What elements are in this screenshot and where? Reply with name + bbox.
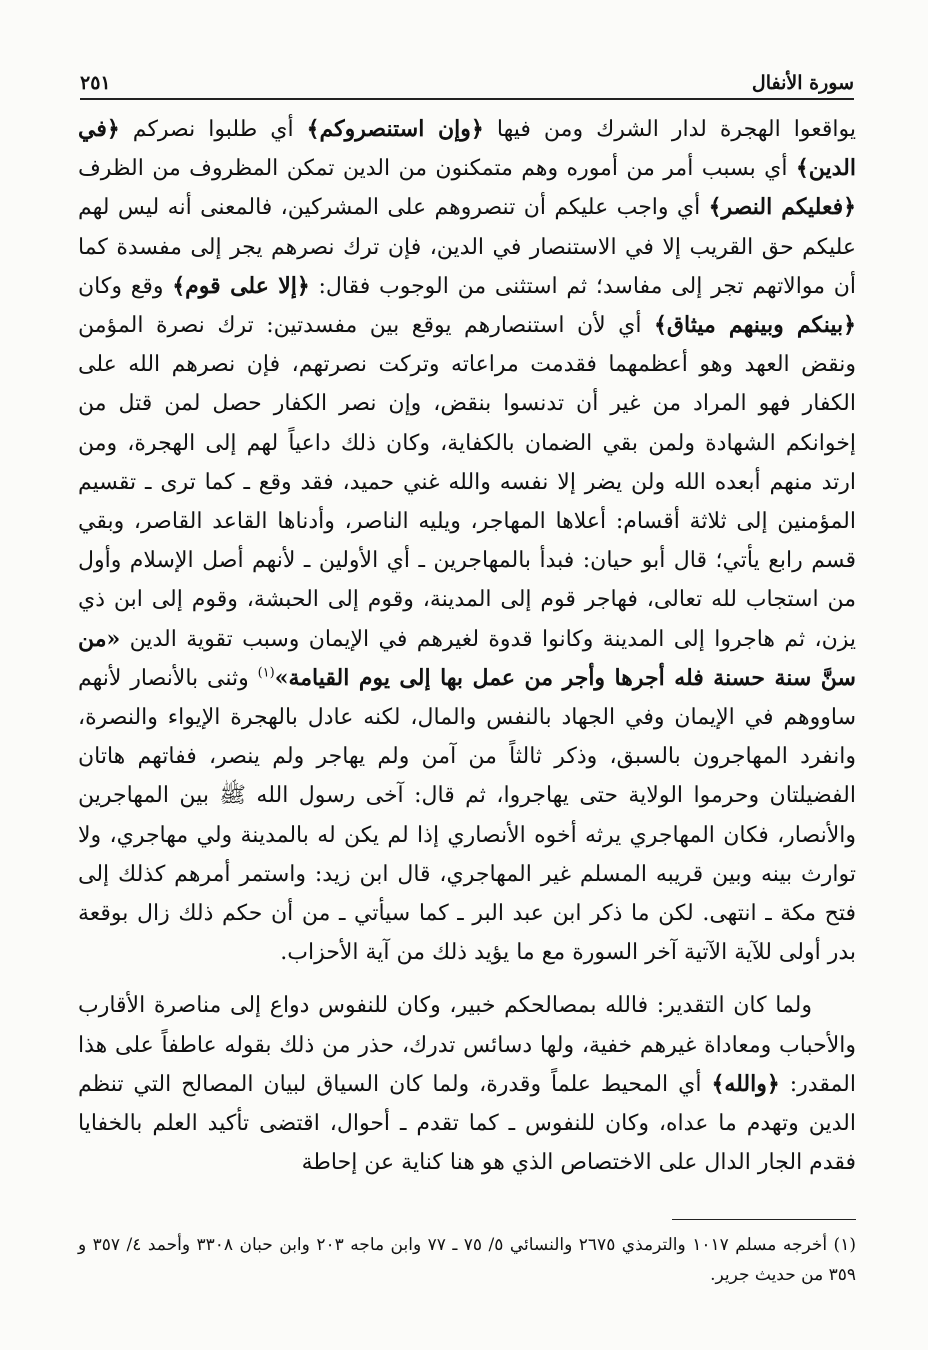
text-segment: وقع وكان: [78, 273, 173, 299]
text-segment: يواقعوا الهجرة لدار الشرك ومن فيها: [483, 117, 856, 142]
footnote-text: (١) أخرجه مسلم ١٠١٧ والترمذي ٢٦٧٥ والنسائي ٥/ ٧٥ ـ ٧٧ وابن ماجه ٢٠٣ وابن حبان ٣٣٠٨ وأحمد ٤/ ٣٥٧ و ٣٥٩ من حديث جرير.: [78, 1235, 856, 1285]
paragraph-2: [78, 986, 856, 1182]
quran-quote: ﴿فعليكم النصر﴾: [708, 194, 856, 221]
header-rule: [80, 98, 854, 100]
paragraph-1: [78, 110, 856, 972]
quran-quote: ﴿والله﴾: [711, 1070, 780, 1097]
surah-title: سورة الأنفال: [751, 72, 854, 94]
quran-quote: ﴿إلا على قوم﴾: [172, 272, 310, 299]
footnote-rule: [672, 1219, 856, 1220]
page-header: [80, 58, 854, 94]
text-segment: ولما كان التقدير: فالله بمصالحكم خبير، وكان للنفوس دواع إلى مناصرة الأقارب والأحباب ومعاداة غيرهم خفية، ولها دسائس تدرك، حذر من ذلك بقوله عاطفاً على هذا المقدر:: [78, 993, 856, 1097]
footnote: [78, 1230, 856, 1290]
footnote-reference[interactable]: (١): [257, 665, 275, 681]
text-segment: أي واجب عليكم أن تنصروهم على المشركين، فالمعنى أنه ليس لهم عليكم حق القريب إلا في الاستنصار في الدين، فإن ترك نصرهم يجر إلى مفسدة كما أن موالاتهم تجر إلى مفاسد؛ ثم استثنى من الوجوب فقال:: [78, 195, 857, 299]
text-segment: وثنى بالأنصار لأنهم ساووهم في الإيمان وفي الجهاد بالنفس والمال، لكنه عادل بالهجرة الإيواء والنصرة، وانفرد المهاجرون بالسبق، وذكر ثالثاً من آمن ولم يهاجر ولم ينصر، ففاتهم هاتان الفضيلتان وحرموا الولاية حتى يهاجروا، ثم قال: آخى رسول الله ﷺ بين المهاجرين والأنصار، فكان المهاجري يرثه أخوه الأنصاري إذا لم يكن له بالمدينة ولي مهاجري، ولا توارث بينه وبين قريبه المسلم غير المهاجري، قال ابن زيد: واستمر أمرهم كذلك إلى فتح مكة ـ انتهى. لكن ما ذكر ابن عبد البر ـ كما سيأتي ـ من أن حكم ذلك زال بوقعة بدر أولى للآية الآتية آخر السورة مع ما يؤيد ذلك من آية الأحزاب.: [78, 665, 856, 966]
quran-quote: ﴿وإن استنصروكم﴾: [306, 116, 484, 142]
main-text: [78, 110, 856, 1182]
text-segment: أي لأن استنصارهم يوقع بين مفسدتين: ترك نصرة المؤمن ونقض العهد وهو أعظمهما فقدمت مراعاته وتركت نصرتهم، فإن نصرهم الله على الكفار فهو المراد من غير أن تدنسوا بنقض، وإن نصر الكفار حصل لمن قتل من إخوانكم الشهادة ولمن بقي الضمان بالكفاية، وكان ذلك داعياً لهم إلى الهجرة، ومن ارتد منهم أبعده الله ولن يضر إلا نفسه والله غني حميد، فقد وقع ـ كما ترى ـ تقسيم المؤمنين إلى ثلاثة أقسام: أعلاها المهاجر، ويليه الناصر، وأدناها القاعد القاصر، وبقي قسم رابع يأتي؛ قال أبو حيان: فبدأ بالمهاجرين ـ أي الأولين ـ لأنهم أصل الإسلام وأول من استجاب لله تعالى، فهاجر قوم إلى المدينة، وقوم إلى الحبشة، وقوم إلى ابن ذي يزن، ثم هاجروا إلى المدينة وكانوا قدوة لغيرهم في الإيمان وسبب تقوية الدين: [78, 313, 856, 652]
quran-quote: ﴿بينكم وبينهم ميثاق﴾: [654, 312, 856, 339]
page-number: ٢٥١: [80, 72, 111, 94]
quran-quote: ﴿في الدين﴾: [78, 116, 856, 182]
text-segment: أي بسبب أمر من أموره وهم متمكنون من الدين تمكن المظروف من الظرف: [78, 156, 796, 182]
text-segment: أي المحيط علماً وقدرة، ولما كان السياق لبيان المصالح التي تنظم الدين وتهدم ما عداه، وكان للنفوس ـ كما تقدم ـ أحوال، اقتضى تأكيد العلم بالخفايا فقدم الجار الدال على الاختصاص الذي هو هنا كناية عن إحاطة: [78, 1071, 856, 1176]
hadith-quote: «من سنَّ سنة حسنة فله أجرها وأجر من عمل بها إلى يوم القيامة»: [78, 625, 856, 691]
text-segment: أي طلبوا نصركم: [119, 117, 307, 142]
